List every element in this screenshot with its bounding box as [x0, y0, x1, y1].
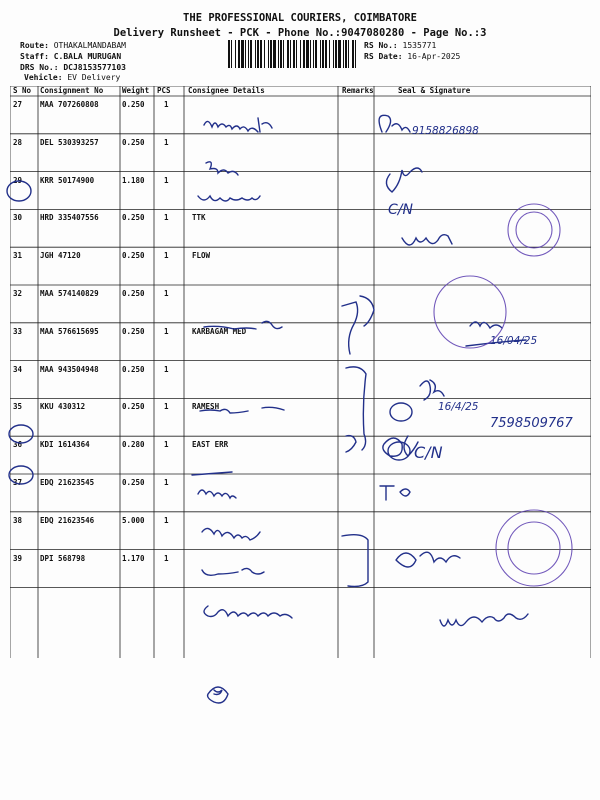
cell-pcs: 1 [164, 251, 169, 261]
barcode-bar [300, 40, 301, 68]
sig-phone-1: 9158826898 [412, 125, 479, 137]
cell-consignment: HRD 335407556 [40, 213, 99, 223]
barcode-bar [231, 40, 232, 68]
rs-date-value: 16-Apr-2025 [407, 52, 461, 61]
barcode-bar [306, 40, 309, 68]
cell-consignment: MAA 707260808 [40, 100, 99, 109]
cell-weight: 1.180 [122, 175, 145, 185]
barcode-bar [241, 40, 244, 68]
cell-weight: 0.250 [122, 213, 145, 223]
col-header-details: Consignee Details [188, 86, 265, 95]
cell-weight: 0.250 [122, 326, 145, 336]
cell-weight: 0.250 [122, 364, 145, 374]
barcode-bar [335, 40, 337, 68]
col-header-remarks: Remarks [342, 86, 374, 95]
cell-consignment: JGH 47120 [40, 251, 81, 261]
cell-sno: 30 [13, 213, 23, 223]
cell-consignment: DEL 530393257 [40, 137, 99, 147]
barcode-bar [303, 40, 305, 68]
barcode-bar [296, 40, 297, 68]
rs-date-label: RS Date: [364, 52, 403, 61]
barcode-bar [248, 40, 249, 68]
barcode-bar [228, 40, 230, 68]
vehicle-label: Vehicle: [24, 73, 63, 82]
cell-pcs: 1 [164, 478, 169, 487]
cell-consignment: DPI 568798 [40, 553, 86, 563]
barcode-bar [245, 40, 246, 68]
cell-weight: 0.250 [122, 402, 145, 412]
page-doodle [208, 687, 228, 703]
cell-sno: 29 [13, 175, 23, 185]
cell-weight: 0.280 [122, 440, 145, 450]
cell-weight: 0.250 [122, 251, 145, 261]
staff-label: Staff: [20, 52, 49, 61]
cell-details: FLOW [192, 251, 211, 261]
barcode-bar [315, 40, 317, 68]
barcode-bar [273, 40, 276, 68]
cell-sno: 33 [13, 326, 23, 336]
staff-value: C.BALA MURUGAN [53, 52, 122, 61]
barcode-bar [352, 40, 354, 68]
cell-sno: 36 [13, 440, 23, 450]
barcode-bar [270, 40, 272, 68]
barcode-bar [345, 40, 347, 68]
vehicle-line [24, 73, 120, 82]
cell-consignment: EDQ 21623545 [40, 478, 95, 487]
cell-pcs: 1 [164, 289, 169, 298]
col-header-pcs: PCS [157, 86, 171, 95]
rs-no-line [364, 41, 436, 50]
barcode-bar [255, 40, 256, 68]
cell-consignment: KRR 50174900 [40, 175, 95, 185]
cell-consignment: MAA 943504948 [40, 364, 99, 374]
drs-value: DCJ8153577103 [63, 63, 126, 72]
cell-pcs: 1 [164, 553, 169, 563]
barcode-bar [250, 40, 252, 68]
cell-pcs: 1 [164, 515, 169, 525]
rs-no-value: 1535771 [402, 41, 437, 50]
cell-sno: 28 [13, 137, 23, 147]
cell-consignment: MAA 576615695 [40, 326, 99, 336]
cell-sno: 39 [13, 553, 23, 563]
barcode-bar [310, 40, 311, 68]
barcode-bar [338, 40, 341, 68]
barcode-bar [293, 40, 295, 68]
barcode-bar [268, 40, 269, 68]
cell-pcs: 1 [164, 326, 169, 336]
rs-date-line [364, 52, 460, 61]
barcode-bar [280, 40, 282, 68]
barcode-bar [238, 40, 240, 68]
cell-weight: 1.170 [122, 553, 145, 563]
col-header-consignment: Consignment No [40, 86, 104, 95]
sig-cn-2: C/N [414, 443, 443, 462]
vehicle-value: EV Delivery [67, 73, 121, 82]
sig-phone-2: 7598509767 [490, 416, 573, 431]
cell-pcs: 1 [164, 213, 169, 223]
sig-date-2: 16/4/25 [438, 401, 479, 413]
cell-consignment: MAA 574140829 [40, 289, 99, 298]
barcode-bar [333, 40, 334, 68]
cell-sno: 38 [13, 515, 23, 525]
cell-details: TTK [192, 213, 206, 223]
cell-pcs: 1 [164, 175, 169, 185]
barcode-bar [325, 40, 327, 68]
sig-cn-1: C/N [388, 202, 413, 218]
col-header-seal: Seal & Signature [398, 86, 471, 95]
cell-weight: 0.250 [122, 289, 145, 298]
drs-label: DRS No.: [20, 63, 59, 72]
barcode-bar [320, 40, 321, 68]
cell-details: KARBAGAM MED [192, 326, 247, 336]
barcode-bar [290, 40, 291, 68]
cell-sno: 34 [13, 364, 23, 374]
cell-sno: 27 [13, 100, 23, 109]
cell-pcs: 1 [164, 440, 169, 450]
cell-pcs: 1 [164, 364, 169, 374]
cell-details: RAMESH [192, 402, 220, 412]
barcode [228, 40, 356, 68]
cell-details: EAST ERR [192, 440, 229, 450]
barcode-bar [287, 40, 289, 68]
staff-line [20, 52, 121, 61]
cell-consignment: KDI 1614364 [40, 440, 90, 450]
company-title: THE PROFESSIONAL COURIERS, COIMBATORE [183, 12, 417, 24]
cell-sno: 31 [13, 251, 23, 261]
rs-no-label: RS No.: [364, 41, 398, 50]
col-header-sno: S No [13, 86, 32, 95]
barcode-bar [355, 40, 356, 68]
col-header-weight: Weight [122, 86, 150, 95]
barcode-bar [257, 40, 259, 68]
cell-sno: 32 [13, 289, 23, 298]
cell-consignment: EDQ 21623546 [40, 515, 95, 525]
barcode-bar [329, 40, 330, 68]
cell-weight: 0.250 [122, 100, 145, 109]
drs-line [20, 63, 126, 72]
barcode-bar [313, 40, 314, 68]
cell-sno: 37 [13, 478, 23, 487]
barcode-bar [278, 40, 279, 68]
runsheet-subtitle: Delivery Runsheet - PCK - Phone No.:9047080280 - Page No.:3 [113, 27, 487, 39]
cell-weight: 5.000 [122, 515, 145, 525]
cell-weight: 0.250 [122, 137, 145, 147]
route-line [20, 41, 126, 50]
cell-pcs: 1 [164, 100, 169, 109]
sig-date-1: 16/04/25 [490, 335, 538, 347]
barcode-bar [322, 40, 324, 68]
cell-pcs: 1 [164, 402, 169, 412]
barcode-bar [264, 40, 265, 68]
cell-sno: 35 [13, 402, 23, 412]
barcode-bar [343, 40, 344, 68]
barcode-bar [235, 40, 236, 68]
cell-weight: 0.250 [122, 478, 145, 487]
cell-consignment: KKU 430312 [40, 402, 86, 412]
route-label: Route: [20, 41, 49, 50]
route-value: OTHAKALMANDABAM [53, 41, 126, 50]
barcode-bar [348, 40, 349, 68]
barcode-bar [260, 40, 262, 68]
cell-pcs: 1 [164, 137, 169, 147]
barcode-bar [283, 40, 284, 68]
